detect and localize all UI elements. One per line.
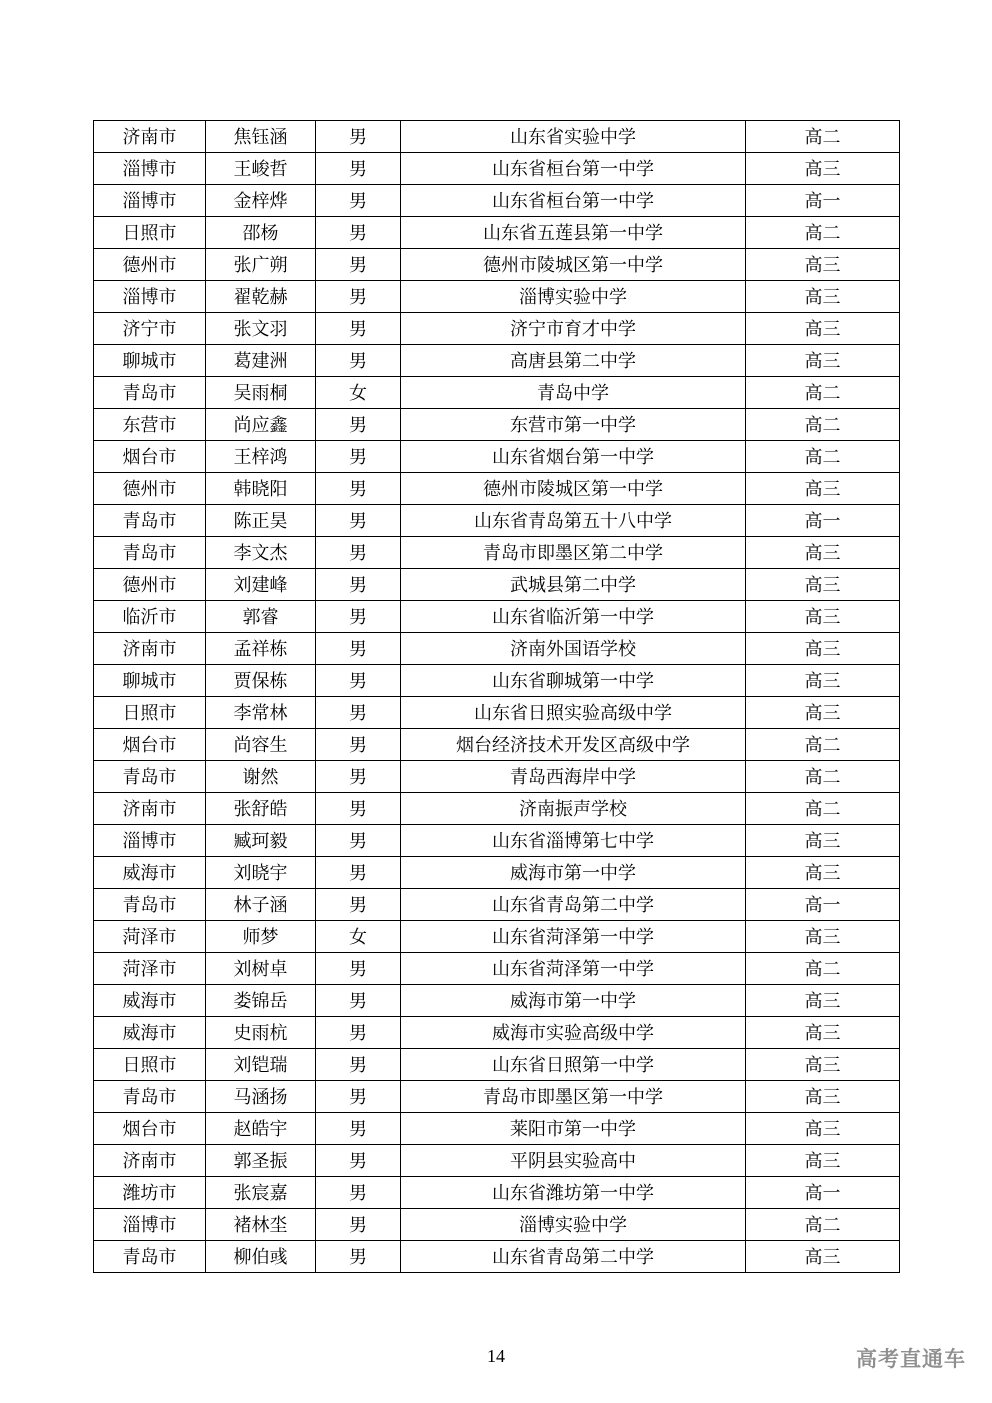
cell-gender: 男 xyxy=(316,1113,401,1145)
table-row xyxy=(94,505,900,537)
cell-city: 聊城市 xyxy=(94,665,206,697)
cell-grade: 高二 xyxy=(746,761,900,793)
table-row xyxy=(94,281,900,313)
cell-gender: 男 xyxy=(316,1049,401,1081)
table-row xyxy=(94,313,900,345)
cell-school: 济宁市育才中学 xyxy=(401,313,746,345)
cell-school: 山东省青岛第五十八中学 xyxy=(401,505,746,537)
cell-grade: 高三 xyxy=(746,1081,900,1113)
cell-name: 褚林坔 xyxy=(206,1209,316,1241)
cell-grade: 高三 xyxy=(746,697,900,729)
cell-grade: 高三 xyxy=(746,921,900,953)
cell-grade: 高三 xyxy=(746,1017,900,1049)
cell-grade: 高一 xyxy=(746,185,900,217)
cell-grade: 高二 xyxy=(746,1209,900,1241)
cell-name: 刘铠瑞 xyxy=(206,1049,316,1081)
cell-city: 日照市 xyxy=(94,217,206,249)
table-row xyxy=(94,249,900,281)
cell-name: 李文杰 xyxy=(206,537,316,569)
cell-school: 青岛市即墨区第二中学 xyxy=(401,537,746,569)
cell-gender: 男 xyxy=(316,601,401,633)
table-row xyxy=(94,1017,900,1049)
cell-name: 史雨杭 xyxy=(206,1017,316,1049)
cell-city: 菏泽市 xyxy=(94,921,206,953)
cell-gender: 男 xyxy=(316,473,401,505)
cell-city: 青岛市 xyxy=(94,1241,206,1273)
cell-school: 山东省桓台第一中学 xyxy=(401,153,746,185)
cell-name: 葛建洲 xyxy=(206,345,316,377)
cell-grade: 高三 xyxy=(746,153,900,185)
table-row xyxy=(94,473,900,505)
cell-grade: 高三 xyxy=(746,313,900,345)
table-row xyxy=(94,217,900,249)
cell-gender: 男 xyxy=(316,697,401,729)
cell-name: 吴雨桐 xyxy=(206,377,316,409)
cell-school: 莱阳市第一中学 xyxy=(401,1113,746,1145)
cell-city: 德州市 xyxy=(94,569,206,601)
cell-name: 王峻哲 xyxy=(206,153,316,185)
cell-grade: 高二 xyxy=(746,377,900,409)
cell-city: 聊城市 xyxy=(94,345,206,377)
cell-grade: 高二 xyxy=(746,409,900,441)
cell-gender: 男 xyxy=(316,217,401,249)
table-row xyxy=(94,153,900,185)
cell-name: 金梓烨 xyxy=(206,185,316,217)
cell-gender: 男 xyxy=(316,345,401,377)
cell-city: 青岛市 xyxy=(94,537,206,569)
cell-gender: 男 xyxy=(316,857,401,889)
cell-grade: 高二 xyxy=(746,441,900,473)
cell-gender: 男 xyxy=(316,281,401,313)
cell-name: 孟祥栋 xyxy=(206,633,316,665)
cell-city: 威海市 xyxy=(94,857,206,889)
cell-gender: 男 xyxy=(316,121,401,153)
cell-grade: 高三 xyxy=(746,1049,900,1081)
cell-grade: 高三 xyxy=(746,633,900,665)
cell-school: 山东省菏泽第一中学 xyxy=(401,921,746,953)
table-row xyxy=(94,601,900,633)
cell-city: 潍坊市 xyxy=(94,1177,206,1209)
table-row xyxy=(94,985,900,1017)
cell-grade: 高三 xyxy=(746,1113,900,1145)
cell-city: 东营市 xyxy=(94,409,206,441)
table-row xyxy=(94,1145,900,1177)
cell-name: 娄锦岳 xyxy=(206,985,316,1017)
cell-name: 陈正昊 xyxy=(206,505,316,537)
cell-name: 刘建峰 xyxy=(206,569,316,601)
cell-school: 威海市实验高级中学 xyxy=(401,1017,746,1049)
cell-grade: 高三 xyxy=(746,1241,900,1273)
cell-gender: 女 xyxy=(316,921,401,953)
cell-name: 张舒皓 xyxy=(206,793,316,825)
table-row xyxy=(94,1209,900,1241)
cell-grade: 高二 xyxy=(746,729,900,761)
cell-gender: 男 xyxy=(316,793,401,825)
table-row xyxy=(94,793,900,825)
table-row xyxy=(94,409,900,441)
cell-school: 山东省日照实验高级中学 xyxy=(401,697,746,729)
cell-gender: 男 xyxy=(316,505,401,537)
cell-name: 师梦 xyxy=(206,921,316,953)
table-row xyxy=(94,1049,900,1081)
cell-city: 淄博市 xyxy=(94,281,206,313)
cell-school: 东营市第一中学 xyxy=(401,409,746,441)
cell-gender: 男 xyxy=(316,985,401,1017)
table-row xyxy=(94,569,900,601)
cell-city: 青岛市 xyxy=(94,377,206,409)
cell-gender: 男 xyxy=(316,1177,401,1209)
cell-grade: 高三 xyxy=(746,1145,900,1177)
cell-gender: 男 xyxy=(316,729,401,761)
cell-name: 赵皓宇 xyxy=(206,1113,316,1145)
table-row xyxy=(94,1113,900,1145)
cell-grade: 高三 xyxy=(746,249,900,281)
cell-name: 韩晓阳 xyxy=(206,473,316,505)
cell-school: 威海市第一中学 xyxy=(401,985,746,1017)
cell-school: 济南外国语学校 xyxy=(401,633,746,665)
cell-grade: 高三 xyxy=(746,985,900,1017)
cell-grade: 高一 xyxy=(746,889,900,921)
cell-name: 张宸嘉 xyxy=(206,1177,316,1209)
cell-school: 德州市陵城区第一中学 xyxy=(401,249,746,281)
cell-name: 谢然 xyxy=(206,761,316,793)
cell-city: 淄博市 xyxy=(94,185,206,217)
table-row xyxy=(94,633,900,665)
page-number: 14 xyxy=(487,1346,505,1366)
cell-city: 淄博市 xyxy=(94,1209,206,1241)
student-roster-table xyxy=(93,120,900,1273)
cell-grade: 高三 xyxy=(746,345,900,377)
cell-school: 山东省日照第一中学 xyxy=(401,1049,746,1081)
cell-city: 青岛市 xyxy=(94,505,206,537)
cell-school: 山东省烟台第一中学 xyxy=(401,441,746,473)
cell-city: 威海市 xyxy=(94,985,206,1017)
cell-grade: 高三 xyxy=(746,665,900,697)
cell-grade: 高一 xyxy=(746,1177,900,1209)
cell-school: 山东省青岛第二中学 xyxy=(401,889,746,921)
cell-name: 刘树卓 xyxy=(206,953,316,985)
cell-grade: 高二 xyxy=(746,217,900,249)
table-row xyxy=(94,729,900,761)
cell-grade: 高三 xyxy=(746,281,900,313)
cell-gender: 男 xyxy=(316,665,401,697)
cell-gender: 男 xyxy=(316,441,401,473)
cell-gender: 男 xyxy=(316,185,401,217)
table-row xyxy=(94,889,900,921)
cell-school: 平阴县实验高中 xyxy=(401,1145,746,1177)
watermark-text: 高考直通车 xyxy=(856,1348,966,1371)
table-row xyxy=(94,441,900,473)
cell-city: 济宁市 xyxy=(94,313,206,345)
cell-school: 济南振声学校 xyxy=(401,793,746,825)
cell-name: 翟乾赫 xyxy=(206,281,316,313)
cell-school: 山东省聊城第一中学 xyxy=(401,665,746,697)
cell-city: 济南市 xyxy=(94,633,206,665)
cell-city: 烟台市 xyxy=(94,1113,206,1145)
cell-gender: 男 xyxy=(316,153,401,185)
cell-name: 张文羽 xyxy=(206,313,316,345)
cell-name: 张广朔 xyxy=(206,249,316,281)
table-row xyxy=(94,953,900,985)
cell-name: 王梓鸿 xyxy=(206,441,316,473)
cell-grade: 高三 xyxy=(746,825,900,857)
cell-grade: 高三 xyxy=(746,473,900,505)
table-row xyxy=(94,1177,900,1209)
cell-name: 林子涵 xyxy=(206,889,316,921)
cell-gender: 男 xyxy=(316,313,401,345)
cell-gender: 男 xyxy=(316,1017,401,1049)
table-row xyxy=(94,377,900,409)
table-row xyxy=(94,857,900,889)
cell-city: 烟台市 xyxy=(94,441,206,473)
cell-name: 尚应鑫 xyxy=(206,409,316,441)
cell-city: 青岛市 xyxy=(94,1081,206,1113)
table-row xyxy=(94,345,900,377)
cell-gender: 男 xyxy=(316,569,401,601)
cell-name: 郭睿 xyxy=(206,601,316,633)
cell-name: 柳伯彧 xyxy=(206,1241,316,1273)
cell-school: 山东省桓台第一中学 xyxy=(401,185,746,217)
table-row xyxy=(94,1241,900,1273)
cell-name: 刘晓宇 xyxy=(206,857,316,889)
cell-city: 日照市 xyxy=(94,697,206,729)
cell-school: 山东省实验中学 xyxy=(401,121,746,153)
cell-school: 德州市陵城区第一中学 xyxy=(401,473,746,505)
cell-city: 淄博市 xyxy=(94,825,206,857)
cell-grade: 高三 xyxy=(746,537,900,569)
cell-city: 淄博市 xyxy=(94,153,206,185)
cell-grade: 高三 xyxy=(746,569,900,601)
cell-city: 威海市 xyxy=(94,1017,206,1049)
cell-city: 德州市 xyxy=(94,249,206,281)
cell-school: 淄博实验中学 xyxy=(401,1209,746,1241)
cell-grade: 高一 xyxy=(746,505,900,537)
cell-name: 李常林 xyxy=(206,697,316,729)
cell-gender: 男 xyxy=(316,1081,401,1113)
cell-school: 山东省菏泽第一中学 xyxy=(401,953,746,985)
cell-gender: 男 xyxy=(316,633,401,665)
table-row xyxy=(94,921,900,953)
table-row xyxy=(94,825,900,857)
table-row xyxy=(94,665,900,697)
cell-city: 青岛市 xyxy=(94,889,206,921)
table-row xyxy=(94,697,900,729)
cell-gender: 男 xyxy=(316,1241,401,1273)
cell-city: 济南市 xyxy=(94,793,206,825)
cell-city: 德州市 xyxy=(94,473,206,505)
cell-name: 臧珂毅 xyxy=(206,825,316,857)
cell-gender: 男 xyxy=(316,1209,401,1241)
cell-name: 邵杨 xyxy=(206,217,316,249)
cell-gender: 女 xyxy=(316,377,401,409)
cell-gender: 男 xyxy=(316,825,401,857)
cell-school: 山东省青岛第二中学 xyxy=(401,1241,746,1273)
cell-school: 高唐县第二中学 xyxy=(401,345,746,377)
cell-city: 济南市 xyxy=(94,1145,206,1177)
cell-school: 山东省五莲县第一中学 xyxy=(401,217,746,249)
roster-table-body xyxy=(94,121,900,1273)
cell-school: 山东省潍坊第一中学 xyxy=(401,1177,746,1209)
table-row xyxy=(94,121,900,153)
cell-gender: 男 xyxy=(316,889,401,921)
cell-school: 青岛西海岸中学 xyxy=(401,761,746,793)
cell-school: 山东省淄博第七中学 xyxy=(401,825,746,857)
cell-city: 青岛市 xyxy=(94,761,206,793)
cell-school: 烟台经济技术开发区高级中学 xyxy=(401,729,746,761)
cell-name: 尚容生 xyxy=(206,729,316,761)
cell-city: 菏泽市 xyxy=(94,953,206,985)
cell-gender: 男 xyxy=(316,249,401,281)
cell-school: 武城县第二中学 xyxy=(401,569,746,601)
cell-school: 青岛中学 xyxy=(401,377,746,409)
table-row xyxy=(94,761,900,793)
cell-name: 郭圣振 xyxy=(206,1145,316,1177)
cell-name: 马涵扬 xyxy=(206,1081,316,1113)
cell-grade: 高二 xyxy=(746,793,900,825)
table-row xyxy=(94,185,900,217)
cell-gender: 男 xyxy=(316,1145,401,1177)
cell-gender: 男 xyxy=(316,409,401,441)
cell-school: 青岛市即墨区第一中学 xyxy=(401,1081,746,1113)
cell-name: 焦钰涵 xyxy=(206,121,316,153)
cell-school: 淄博实验中学 xyxy=(401,281,746,313)
cell-school: 山东省临沂第一中学 xyxy=(401,601,746,633)
cell-grade: 高二 xyxy=(746,121,900,153)
cell-city: 济南市 xyxy=(94,121,206,153)
table-row xyxy=(94,537,900,569)
cell-city: 日照市 xyxy=(94,1049,206,1081)
table-row xyxy=(94,1081,900,1113)
cell-city: 烟台市 xyxy=(94,729,206,761)
cell-name: 贾保栋 xyxy=(206,665,316,697)
cell-grade: 高二 xyxy=(746,953,900,985)
cell-school: 威海市第一中学 xyxy=(401,857,746,889)
cell-city: 临沂市 xyxy=(94,601,206,633)
cell-grade: 高三 xyxy=(746,601,900,633)
cell-gender: 男 xyxy=(316,537,401,569)
cell-gender: 男 xyxy=(316,761,401,793)
cell-gender: 男 xyxy=(316,953,401,985)
cell-grade: 高三 xyxy=(746,857,900,889)
